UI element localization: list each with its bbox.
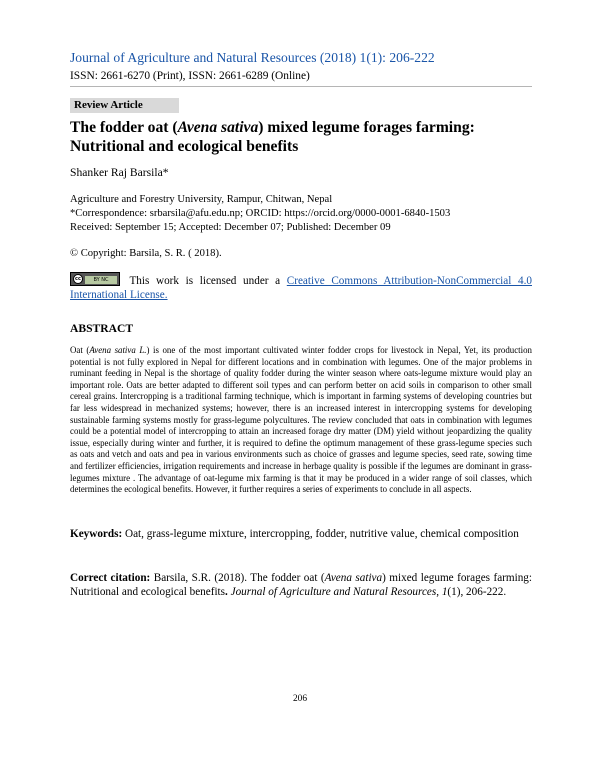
abstract-lead: Oat ( [70, 345, 90, 355]
citation-journal-name: Journal of Agriculture and Natural Resources [227, 586, 437, 598]
title-part-1: The fodder oat ( [70, 119, 178, 136]
license-link[interactable]: Creative Commons Attribution-NonCommercial 4.0 International License. [70, 275, 532, 301]
citation-volume: 1 [441, 586, 448, 598]
page-number: 206 [292, 694, 308, 704]
cc-logo: cc [73, 274, 83, 284]
citation-part-1: Barsila, S.R. (2018). The fodder oat ( [150, 572, 325, 584]
correct-citation [70, 571, 532, 599]
citation-part-2: ) mixed legume forages farming: Nutritional and ecological benefits [70, 572, 532, 598]
license-statement [70, 272, 532, 302]
issn-line: ISSN: 2661-6270 (Print), ISSN: 2661-6289 (Online) [70, 70, 310, 82]
affiliation: Agriculture and Forestry University, Rampur, Chitwan, Nepal [70, 194, 333, 205]
article-type-label: Review Article [70, 98, 179, 113]
citation-label: Correct citation: [70, 572, 151, 584]
correspondence: *Correspondence: srbarsila@afu.edu.np; ORCID: https://orcid.org/0000-0001-6840-1503 [70, 208, 451, 219]
article-title [70, 118, 540, 156]
keywords-text: Oat, grass-legume mixture, intercropping, fodder, nutritive value, chemical composition [122, 528, 519, 540]
citation-bold-dot: . [225, 586, 228, 598]
abstract-body [70, 345, 532, 496]
keywords-label: Keywords: [70, 528, 123, 540]
author-name: Shanker Raj Barsila* [70, 166, 169, 179]
abstract-species-name: Avena sativa L. [89, 345, 147, 355]
title-part-2: ) mixed legume forages farming: [258, 119, 475, 136]
keywords [70, 527, 532, 541]
cc-badge-terms: BY NC [85, 276, 117, 284]
cc-license-badge-icon[interactable] [70, 272, 120, 286]
article-dates: Received: September 15; Accepted: December 07; Published: December 09 [70, 222, 391, 233]
citation-species-name: Avena sativa [324, 572, 383, 584]
abstract-heading: ABSTRACT [70, 322, 134, 335]
title-line-2: Nutritional and ecological benefits [70, 138, 299, 155]
copyright-notice: © Copyright: Barsila, S. R. ( 2018). [70, 248, 222, 259]
citation-part-4: (1), 206-222. [447, 586, 507, 598]
abstract-text: ) is one of the most important cultivated winter fodder crops for livestock in Nepal, Yet, its production potential is not fully explored in Nepal for different locations and in combination with legumes. One of the major problems in ruminant feeding in Nepal is the shortage of quality fodder during the winter season where oats-legume mixture would play an important role. Oats are better adapted to different soil types and can perform better on acid soils in comparison to other small cereal grains. Intercropping is a traditional farming technique, which is important in farming systems of developing countries but far less widespread in mechanized systems; however, there is an increased interest in intercropping systems for developing sustainable farming systems mostly for grass-legume polycultures. The review concluded that oats in combination with legumes could be a potential model of intercropping to attain an increased forage dry matter (DM) yield without jeopardizing the quality issue, especially during winter and further, it is required to define the optimum management of these grass-legume species such as oats and vetch and oats and pea in various environments such as choice of grasses and legume species, seed rate, sowing time and fertilizer efficiencies, irrigation requirements and increase in herbage quality is possible if the legumes are dominant in grass-legumes mixture . The advantage of oat-legume mix farming is that it may be produced in a wider range of soil classes, which determines the ecological benefits. However, it further requires a series of experiments to conclude in all aspects. [70, 345, 532, 495]
journal-citation-line: Journal of Agriculture and Natural Resources (2018) 1(1): 206-222 [70, 50, 435, 65]
header-divider [70, 86, 532, 87]
license-text: This work is licensed under a [129, 275, 287, 287]
title-species-name: Avena sativa [177, 119, 259, 136]
citation-part-3: , [436, 586, 442, 598]
affiliation-block [70, 193, 540, 221]
